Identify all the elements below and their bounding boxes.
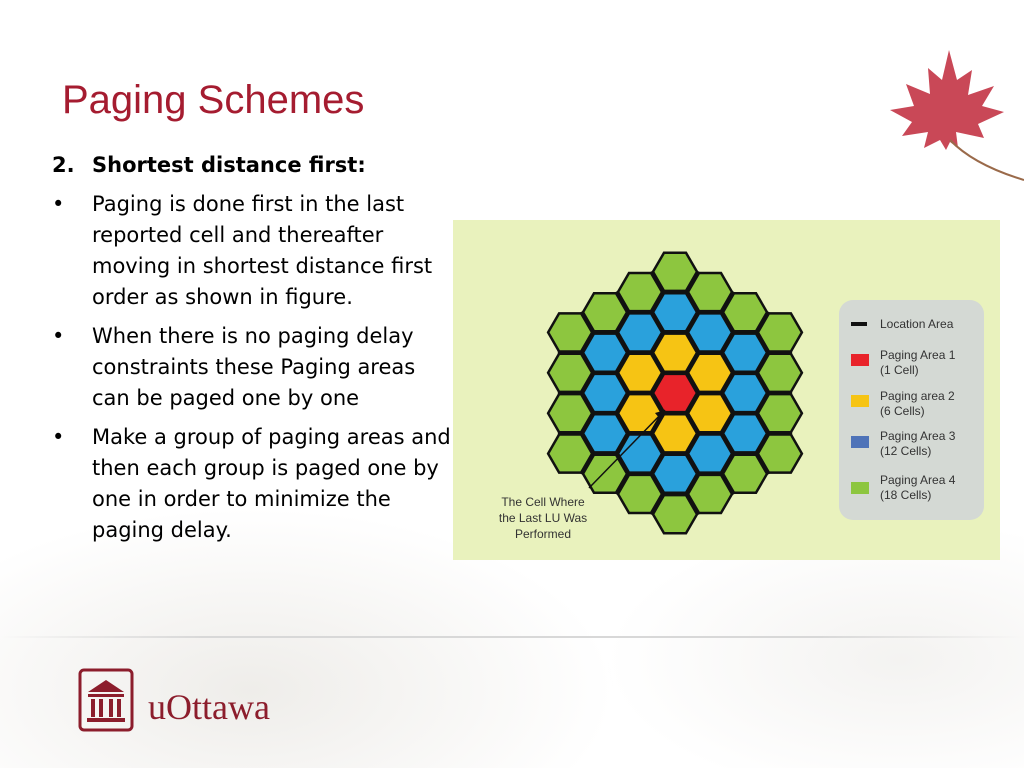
legend-label: Location Area bbox=[880, 317, 954, 331]
brand-name: uOttawa bbox=[148, 687, 270, 727]
legend-swatch-area-1 bbox=[851, 354, 869, 366]
paging-area-4-cell bbox=[548, 313, 592, 351]
paging-area-4-cell bbox=[758, 394, 802, 432]
paging-area-3-cell bbox=[618, 313, 662, 351]
bullet-item bbox=[52, 189, 452, 313]
legend-swatch-area-4 bbox=[851, 482, 869, 494]
paging-area-4-cell bbox=[688, 273, 732, 311]
bullet-marker: • bbox=[52, 324, 65, 348]
bullet-item bbox=[52, 321, 452, 414]
numbered-item bbox=[52, 150, 452, 181]
paging-area-2-cell bbox=[618, 354, 662, 392]
paging-area-4-cell bbox=[548, 435, 592, 473]
paging-area-4-cell bbox=[688, 475, 732, 513]
paging-area-4-cell bbox=[618, 475, 662, 513]
paging-area-3-cell bbox=[653, 293, 697, 331]
paging-area-1-cell bbox=[653, 374, 697, 412]
paging-area-2-cell bbox=[653, 334, 697, 372]
legend-label: (1 Cell) bbox=[880, 363, 919, 377]
paging-area-3-cell bbox=[723, 414, 767, 452]
paging-area-3-cell bbox=[723, 334, 767, 372]
legend-label: Paging area 2 bbox=[880, 389, 955, 403]
paging-area-3-cell bbox=[618, 435, 662, 473]
bullet-marker: • bbox=[52, 425, 65, 449]
legend-location-area-line bbox=[851, 322, 867, 326]
annotation-line: the Last LU Was bbox=[498, 511, 588, 525]
legend-label: (12 Cells) bbox=[880, 444, 932, 458]
legend-swatch-area-3 bbox=[851, 436, 869, 448]
paging-area-4-cell bbox=[758, 313, 802, 351]
paging-area-diagram bbox=[453, 220, 1000, 560]
paging-area-4-cell bbox=[618, 273, 662, 311]
paging-area-3-cell bbox=[688, 435, 732, 473]
legend-label: (6 Cells) bbox=[880, 404, 925, 418]
paging-area-3-cell bbox=[688, 313, 732, 351]
paging-area-3-cell bbox=[583, 334, 627, 372]
university-building-icon bbox=[78, 668, 134, 732]
legend-label: Paging Area 1 bbox=[880, 348, 956, 362]
paging-area-2-cell bbox=[653, 414, 697, 452]
paging-area-3-cell bbox=[583, 374, 627, 412]
annotation-line: Performed bbox=[514, 527, 572, 541]
paging-area-3-cell bbox=[653, 455, 697, 493]
slide-title: Paging Schemes bbox=[62, 78, 365, 122]
legend bbox=[839, 300, 984, 520]
paging-area-4-cell bbox=[653, 253, 697, 291]
paging-area-2-cell bbox=[688, 394, 732, 432]
paging-area-4-cell bbox=[653, 495, 697, 533]
paging-area-4-cell bbox=[723, 455, 767, 493]
paging-area-3-cell bbox=[583, 414, 627, 452]
legend-label: Paging Area 3 bbox=[880, 429, 956, 443]
bullet-item bbox=[52, 422, 452, 546]
paging-area-4-cell bbox=[723, 293, 767, 331]
bullet-text: Paging is done first in the last reported cell and thereafter moving in shortest distance first order as shown in figure. bbox=[92, 192, 433, 309]
maple-leaf-icon bbox=[854, 40, 1024, 190]
paging-area-4-cell bbox=[758, 435, 802, 473]
legend-label: Paging Area 4 bbox=[880, 473, 956, 487]
numbered-item-text: Shortest distance first: bbox=[92, 153, 366, 177]
footer-divider bbox=[0, 636, 1024, 638]
legend-label: (18 Cells) bbox=[880, 488, 932, 502]
bullet-text: Make a group of paging areas and then each group is paged one by one in order to minimize the paging delay. bbox=[92, 425, 451, 542]
paging-area-4-cell bbox=[758, 354, 802, 392]
legend-swatch-area-2 bbox=[851, 395, 869, 407]
bullet-text: When there is no paging delay constraints these Paging areas can be paged one by one bbox=[92, 324, 416, 410]
annotation-line: The Cell Where bbox=[501, 495, 585, 509]
item-number: 2. bbox=[52, 153, 75, 177]
bullet-marker: • bbox=[52, 192, 65, 216]
slide-body bbox=[52, 150, 452, 554]
paging-area-2-cell bbox=[688, 354, 732, 392]
paging-area-4-cell bbox=[583, 293, 627, 331]
